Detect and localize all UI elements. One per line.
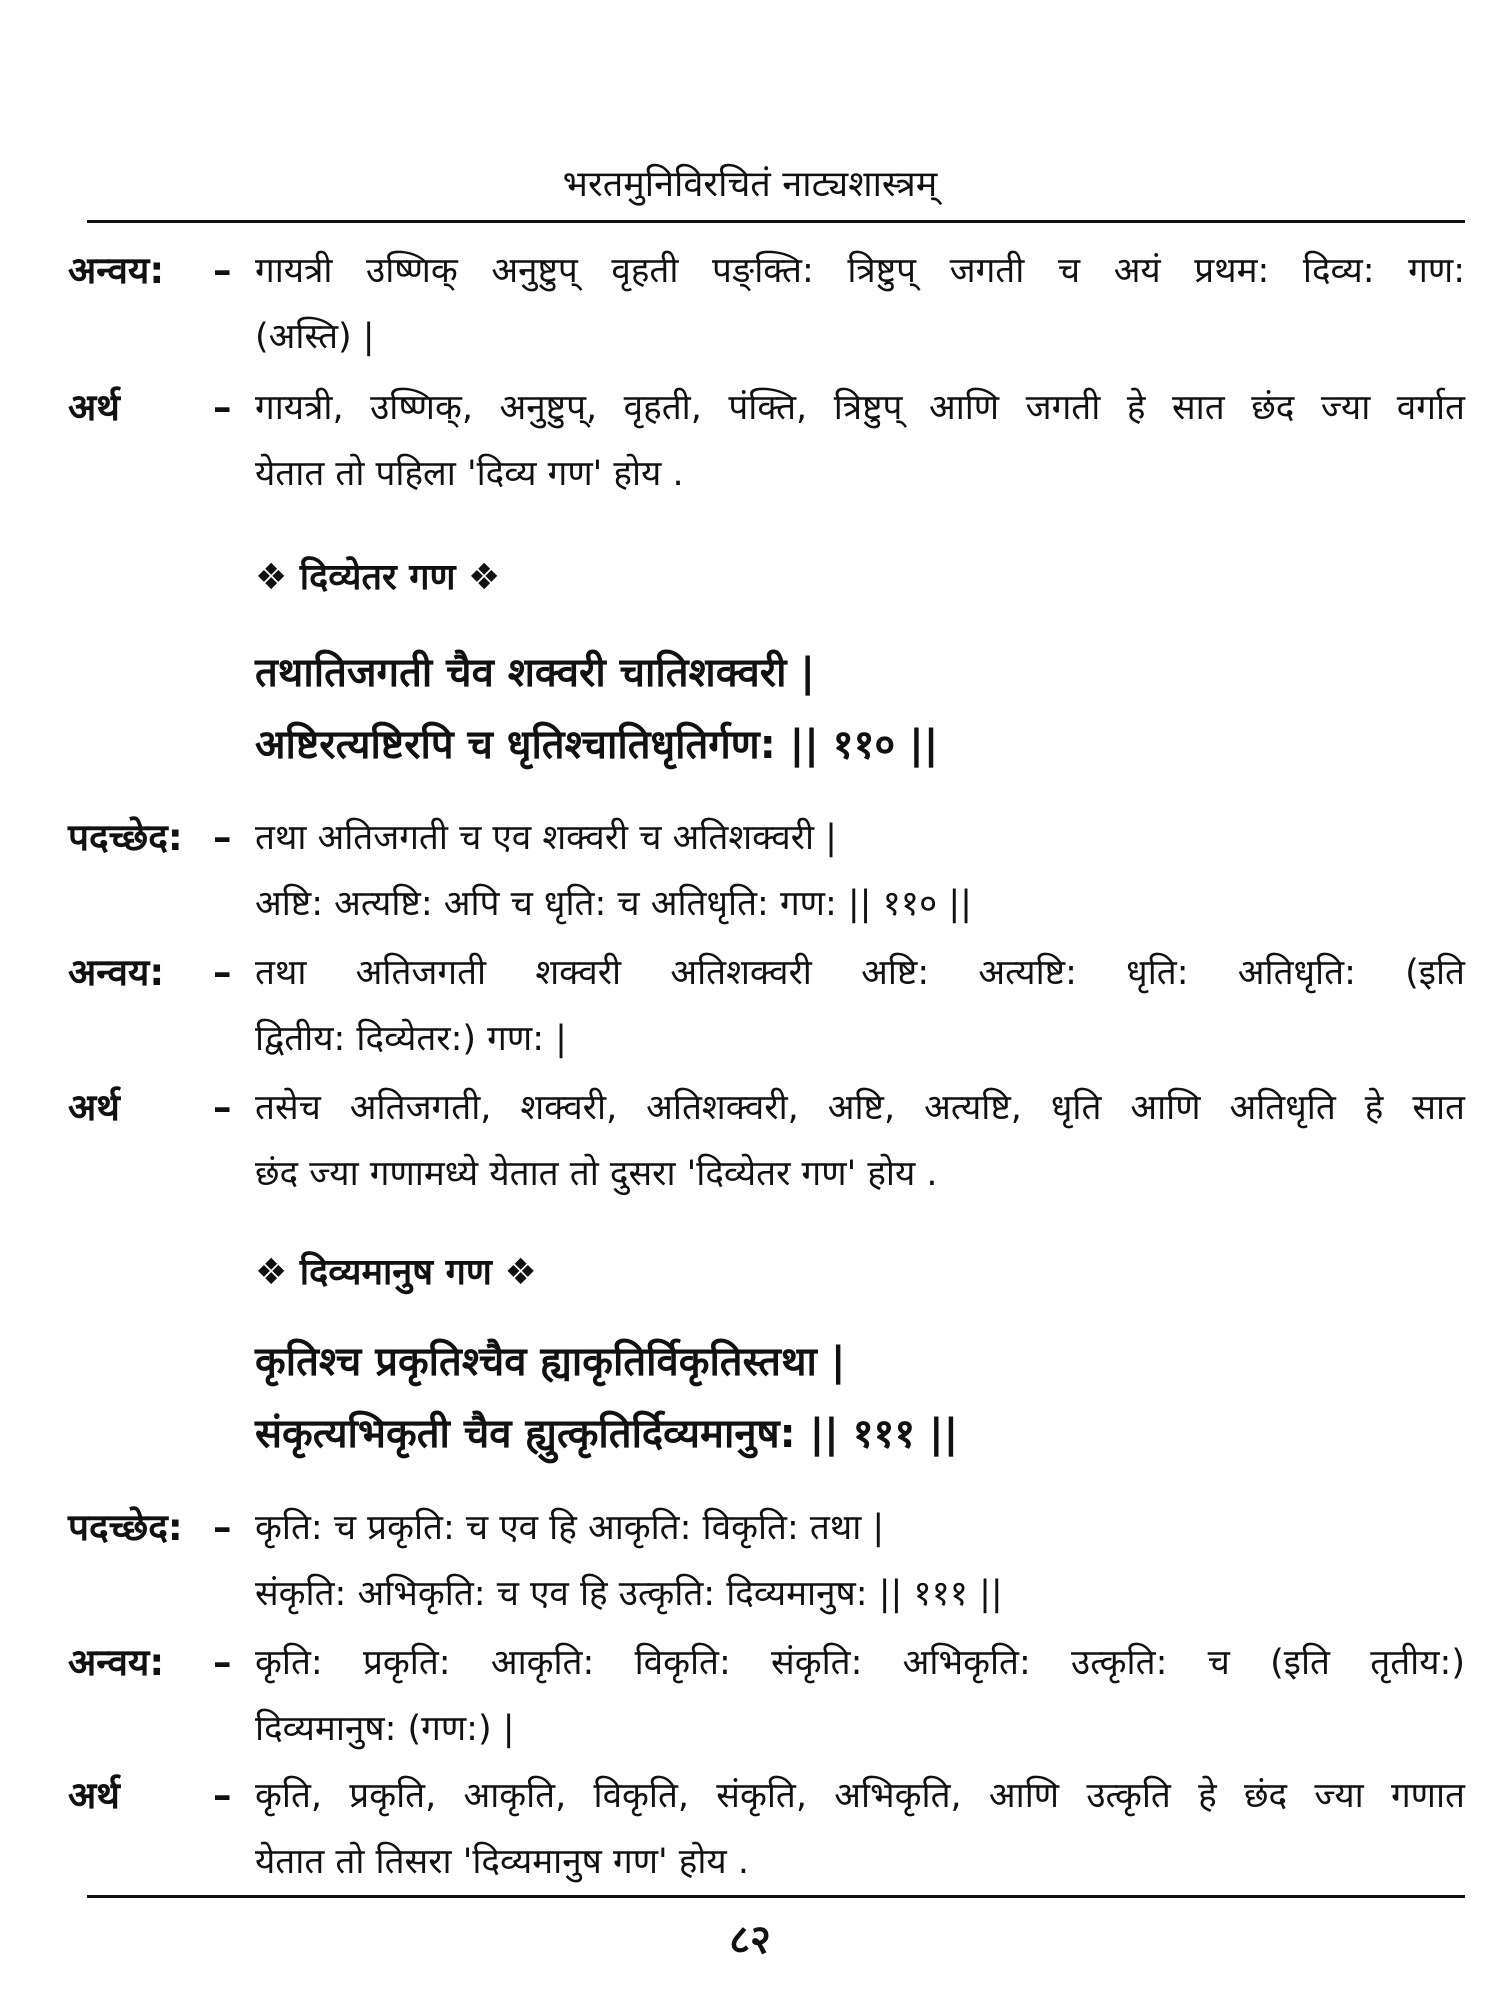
- page-number: ८२: [729, 1917, 771, 1963]
- text-line: (अस्ति) |: [255, 317, 375, 357]
- artha-dash: –: [213, 386, 232, 429]
- text-line: येतात तो पहिला 'दिव्य गण' होय .: [255, 454, 684, 494]
- section-heading: ❖ दिव्येतर गण ❖: [255, 557, 501, 598]
- text-line: कृति: च प्रकृति: च एव हि आकृति: विकृति: तथा |: [255, 1508, 885, 1548]
- footer-rule: [87, 1895, 1465, 1898]
- padaccheda-dash: –: [213, 1506, 232, 1549]
- artha-text: [255, 385, 1465, 517]
- anvaya-text: [255, 950, 1465, 1082]
- header-rule: [87, 220, 1465, 223]
- verse-line: तथातिजगती चैव शक्वरी चातिशक्वरी |: [255, 650, 816, 696]
- text-line: अष्टि: अत्यष्टि: अपि च धृति: च अतिधृति: गण: || ११० ||: [255, 884, 972, 924]
- artha-dash: –: [213, 1086, 232, 1129]
- anvaya-label: अन्वय:: [68, 951, 165, 994]
- anvaya-text: [255, 1640, 1465, 1772]
- artha-label: अर्थ: [68, 1774, 120, 1817]
- artha-text: [255, 1773, 1465, 1905]
- text-line: कृति, प्रकृति, आकृति, विकृति, संकृति, अभिकृति, आणि उत्कृति हे छंद ज्या गणात: [255, 1776, 1465, 1816]
- text-line: येतात तो तिसरा 'दिव्यमानुष गण' होय .: [255, 1842, 749, 1882]
- text-line: दिव्यमानुष: (गण:) |: [255, 1709, 515, 1749]
- text-line: द्वितीय: दिव्येतर:) गण: |: [255, 1019, 567, 1059]
- anvaya-dash: –: [213, 951, 232, 994]
- text-line: गायत्री, उष्णिक्, अनुष्टुप्, वृहती, पंक्ति, त्रिष्टुप् आणि जगती हे सात छंद ज्या वर्गात: [255, 388, 1465, 428]
- anvaya-label: अन्वय:: [68, 249, 165, 292]
- verse: [255, 1337, 958, 1481]
- verse-line: अष्टिरत्यष्टिरपि च धृतिश्चातिधृतिर्गण: || ११० ||: [255, 722, 939, 768]
- padaccheda-text: [255, 815, 1465, 947]
- artha-label: अर्थ: [68, 386, 120, 429]
- padaccheda-label: पदच्छेद:: [68, 1506, 183, 1549]
- section-heading: ❖ दिव्यमानुष गण ❖: [255, 1252, 537, 1293]
- text-line: संकृति: अभिकृति: च एव हि उत्कृति: दिव्यमानुष: || १११ ||: [255, 1574, 1003, 1614]
- text-line: कृति: प्रकृति: आकृति: विकृति: संकृति: अभिकृति: उत्कृति: च (इति तृतीय:): [255, 1643, 1465, 1683]
- running-head: भरतमुनिविरचितं नाट्यशास्त्रम्: [562, 164, 938, 205]
- padaccheda-dash: –: [213, 816, 232, 859]
- text-line: तथा अतिजगती शक्वरी अतिशक्वरी अष्टि: अत्यष्टि: धृति: अतिधृति: (इति: [255, 953, 1465, 993]
- verse-line: संकृत्यभिकृती चैव ह्युत्कृतिर्दिव्यमानुष: || १११ ||: [255, 1411, 959, 1457]
- artha-text: [255, 1085, 1465, 1217]
- text-line: छंद ज्या गणामध्ये येतात तो दुसरा 'दिव्येतर गण' होय .: [255, 1154, 938, 1194]
- text-line: तसेच अतिजगती, शक्वरी, अतिशक्वरी, अष्टि, अत्यष्टि, धृति आणि अतिधृति हे सात: [255, 1088, 1465, 1128]
- text-line: गायत्री उष्णिक् अनुष्टुप् वृहती पङ्क्ति: त्रिष्टुप् जगती च अयं प्रथम: दिव्य: गण:: [255, 251, 1465, 291]
- anvaya-text: [255, 248, 1465, 380]
- anvaya-dash: –: [213, 249, 232, 292]
- text-line: तथा अतिजगती च एव शक्वरी च अतिशक्वरी |: [255, 818, 837, 858]
- anvaya-dash: –: [213, 1641, 232, 1684]
- artha-label: अर्थ: [68, 1086, 120, 1129]
- padaccheda-label: पदच्छेद:: [68, 816, 183, 859]
- artha-dash: –: [213, 1774, 232, 1817]
- verse: [255, 648, 938, 792]
- padaccheda-text: [255, 1505, 1465, 1637]
- verse-line: कृतिश्च प्रकृतिश्चैव ह्याकृतिर्विकृतिस्तथा |: [255, 1339, 846, 1385]
- anvaya-label: अन्वय:: [68, 1641, 165, 1684]
